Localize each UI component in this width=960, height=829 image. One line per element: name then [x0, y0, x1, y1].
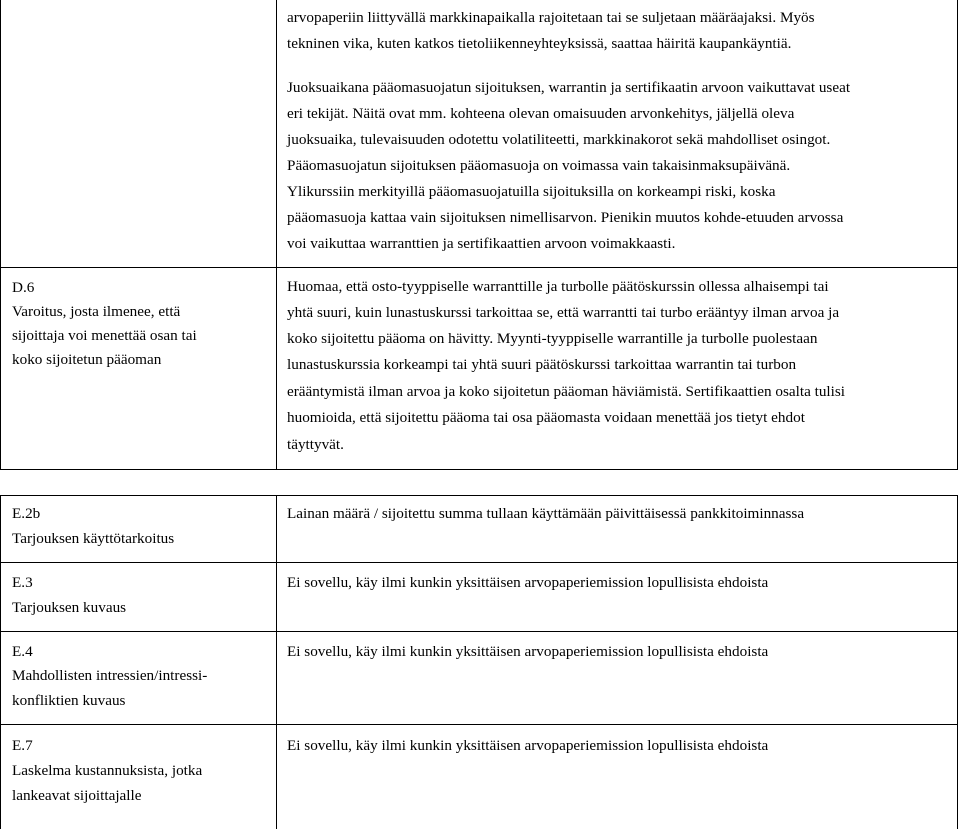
text-line: Juoksuaikana pääomasuojatun sijoituksen, warrantin ja sertifikaatin arvoon vaikuttavat useat	[287, 79, 851, 96]
table-border-top	[0, 495, 958, 496]
section-code: E.3	[12, 574, 33, 591]
section-title-line: Tarjouksen kuvaus	[12, 599, 127, 616]
section-title-line: Mahdollisten intressien/intressi-	[12, 667, 208, 684]
text-line: tekninen vika, kuten katkos tietoliikenneyhteyksissä, saattaa häiritä kaupankäyntiä.	[287, 35, 792, 52]
section-code: E.7	[12, 737, 33, 754]
section-code: E.2b	[12, 505, 41, 522]
table-border-middle	[276, 495, 277, 829]
table-row-divider	[0, 267, 958, 268]
table-row-divider	[0, 631, 958, 632]
section-code: E.4	[12, 643, 33, 660]
table-border-right	[957, 495, 958, 829]
table-row-divider	[0, 562, 958, 563]
text-line: täyttyvät.	[287, 436, 344, 453]
table-row-divider	[0, 724, 958, 725]
text-line: lunastuskurssia korkeampi tai yhtä suuri päätöskurssi tarkoittaa warrantin tai turbon	[287, 356, 797, 373]
e2b-text: Lainan määrä / sijoitettu summa tullaan käyttämään päivittäisessä pankkitoiminnassa	[287, 505, 805, 522]
section-title-line: Tarjouksen käyttötarkoitus	[12, 530, 175, 547]
section-title-line: koko sijoitetun pääoman	[12, 351, 162, 368]
table-border-left	[0, 0, 1, 470]
text-line: Pääomasuojatun sijoituksen pääomasuoja on voimassa vain takaisinmaksupäivänä.	[287, 157, 791, 174]
text-line: Huomaa, että osto-tyyppiselle warranttille ja turbolle päätöskurssin ollessa alhaisempi tai	[287, 278, 829, 295]
table-border-middle	[276, 0, 277, 470]
section-title-line: konfliktien kuvaus	[12, 692, 126, 709]
section-code: D.6	[12, 279, 35, 296]
section-title-line: Varoitus, josta ilmenee, että	[12, 303, 181, 320]
text-line: arvopaperiin liittyvällä markkinapaikalla rajoitetaan tai se suljetaan määräajaksi. Myös	[287, 9, 815, 26]
text-line: eri tekijät. Näitä ovat mm. kohteena olevan omaisuuden arvonkehitys, jäljellä oleva	[287, 105, 795, 122]
section-title-line: Laskelma kustannuksista, jotka	[12, 762, 203, 779]
text-line: yhtä suuri, kuin lunastuskurssi tarkoittaa se, että warrantti tai turbo erääntyy ilman arvoa ja	[287, 304, 840, 321]
table-border-bottom	[0, 469, 958, 470]
text-line: huomioida, että sijoitettu pääoma tai osa pääomasta voidaan menettää jos tietyt ehdot	[287, 409, 805, 426]
text-line: pääomasuoja kattaa vain sijoituksen nimellisarvon. Pienikin muutos kohde-etuuden arvossa	[287, 209, 844, 226]
table-border-left	[0, 495, 1, 829]
text-line: Ylikurssiin merkityillä pääomasuojatuilla sijoituksilla on korkeampi riski, koska	[287, 183, 776, 200]
e4-text: Ei sovellu, käy ilmi kunkin yksittäisen arvopaperiemission lopullisista ehdoista	[287, 643, 769, 660]
e3-text: Ei sovellu, käy ilmi kunkin yksittäisen arvopaperiemission lopullisista ehdoista	[287, 574, 769, 591]
text-line: voi vaikuttaa warranttien ja sertifikaattien arvoon voimakkaasti.	[287, 235, 676, 252]
text-line: erääntymistä ilman arvoa ja koko sijoitetun pääoman häviämistä. Sertifikaattien osalta tulisi	[287, 383, 845, 400]
text-line: juoksuaika, tulevaisuuden odotettu volatiliteetti, markkinakorot sekä mahdolliset osingot.	[287, 131, 831, 148]
e7-text: Ei sovellu, käy ilmi kunkin yksittäisen arvopaperiemission lopullisista ehdoista	[287, 737, 769, 754]
section-title-line: lankeavat sijoittajalle	[12, 787, 142, 804]
text-line: koko sijoitettu pääoma on hävitty. Myynti-tyyppiselle warrantille ja turbolle puolestaan	[287, 330, 818, 347]
section-title-line: sijoittaja voi menettää osan tai	[12, 327, 197, 344]
table-border-right	[957, 0, 958, 470]
